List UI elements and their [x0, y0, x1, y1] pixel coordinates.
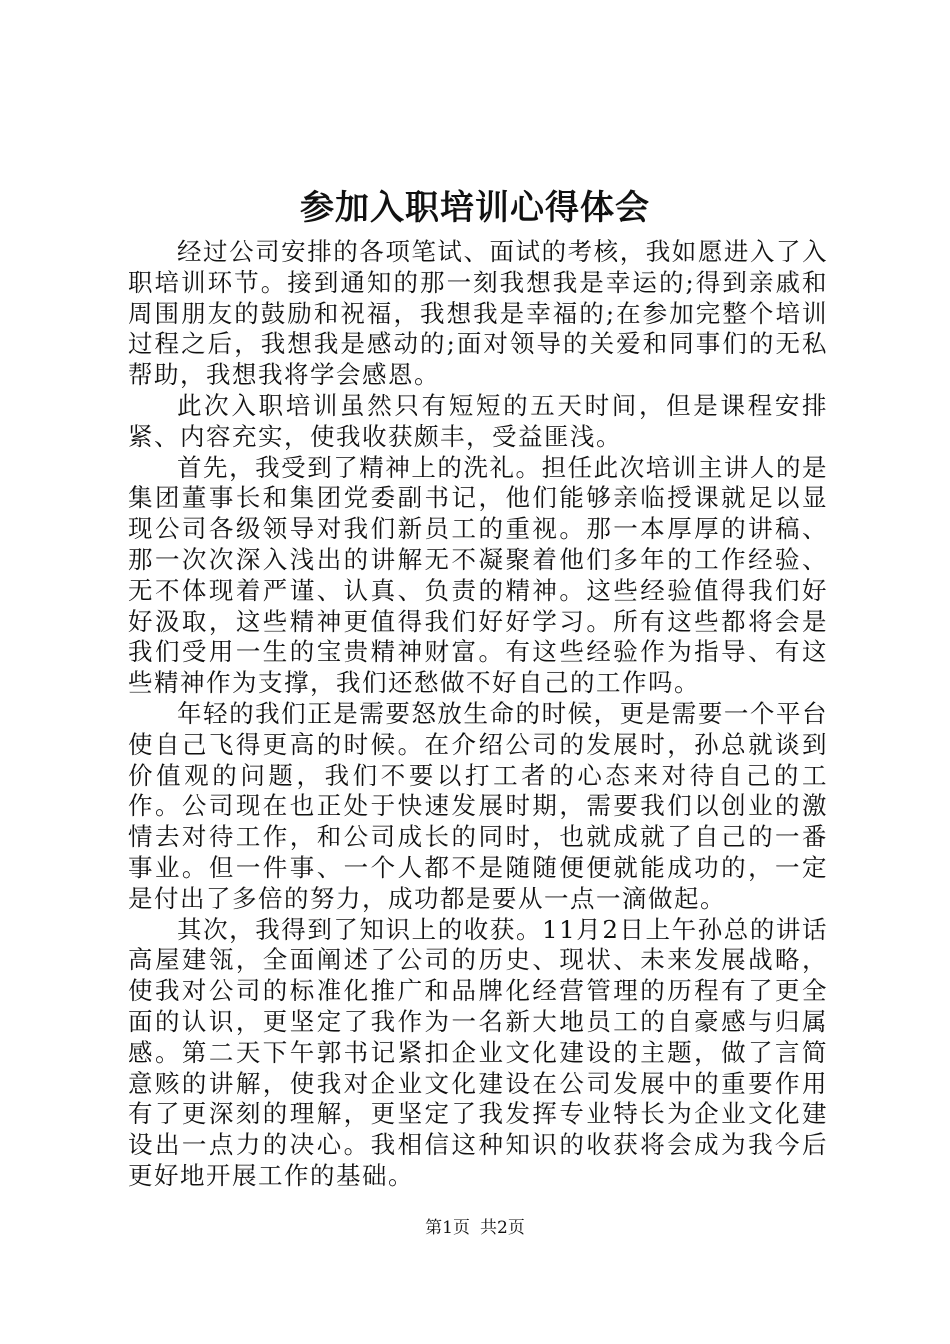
page-number: 第1页	[425, 1218, 470, 1238]
paragraph: 经过公司安排的各项笔试、面试的考核，我如愿进入了入职培训环节。接到通知的那一刻我想我是幸运的;得到亲戚和周围朋友的鼓励和祝福，我想我是幸福的;在参加完整个培训过程之后，我想我是感动的;面对领导的关爱和同事们的无私帮助，我想我将学会感恩。	[128, 237, 828, 390]
paragraph: 首先，我受到了精神上的洗礼。担任此次培训主讲人的是集团董事长和集团党委副书记，他们能够亲临授课就足以显现公司各级领导对我们新员工的重视。那一本厚厚的讲稿、那一次次深入浅出的讲解无不凝聚着他们多年的工作经验、无不体现着严谨、认真、负责的精神。这些经验值得我们好好汲取，这些精神更值得我们好好学习。所有这些都将会是我们受用一生的宝贵精神财富。有这些经验作为指导、有这些精神作为支撑，我们还愁做不好自己的工作吗。	[128, 452, 828, 698]
document-body	[128, 237, 828, 1192]
page-total: 共2页	[480, 1218, 525, 1238]
document-title: 参加入职培训心得体会	[300, 188, 650, 228]
page-footer	[0, 1216, 950, 1240]
paragraph: 年轻的我们正是需要怒放生命的时候，更是需要一个平台使自己飞得更高的时候。在介绍公司的发展时，孙总就谈到价值观的问题，我们不要以打工者的心态来对待自己的工作。公司现在也正处于快速发展时期，需要我们以创业的激情去对待工作，和公司成长的同时，也就成就了自己的一番事业。但一件事、一个人都不是随随便便就能成功的，一定是付出了多倍的努力，成功都是要从一点一滴做起。	[128, 698, 828, 913]
paragraph: 此次入职培训虽然只有短短的五天时间，但是课程安排紧、内容充实，使我收获颇丰，受益匪浅。	[128, 390, 828, 451]
paragraph: 其次，我得到了知识上的收获。11月2日上午孙总的讲话高屋建瓴，全面阐述了公司的历史、现状、未来发展战略，使我对公司的标准化推广和品牌化经营管理的历程有了更全面的认识，更坚定了我作为一名新大地员工的自豪感与归属感。第二天下午郭书记紧扣企业文化建设的主题，做了言简意赅的讲解，使我对企业文化建设在公司发展中的重要作用有了更深刻的理解，更坚定了我发挥专业特长为企业文化建设出一点力的决心。我相信这种知识的收获将会成为我今后更好地开展工作的基础。	[128, 914, 828, 1190]
